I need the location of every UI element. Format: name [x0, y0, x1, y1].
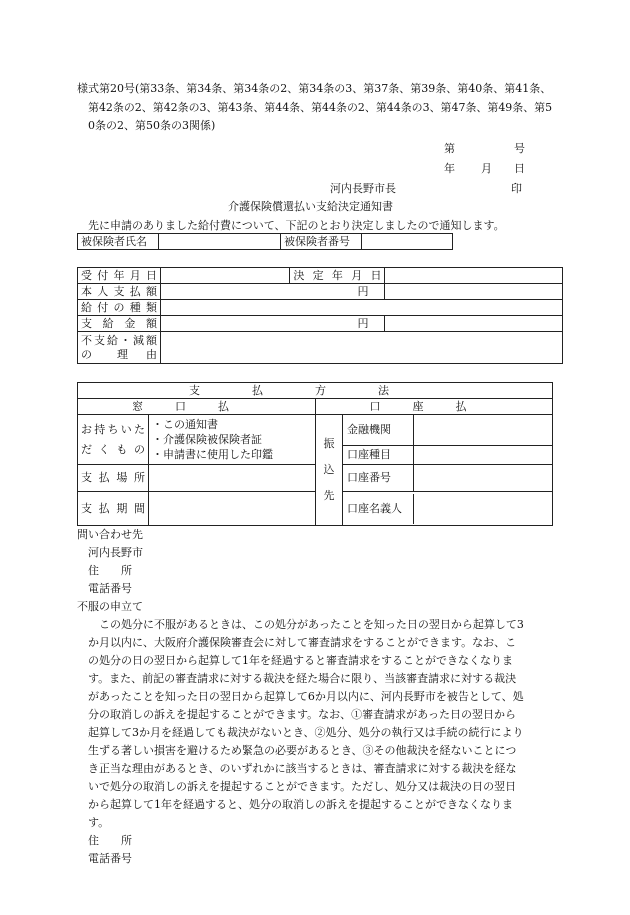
appeal-line: から起算して1年を経過すると、処分の取消しの訴えを提起することができなくなりま	[88, 798, 513, 811]
payment-place-label: 支払場所	[78, 465, 149, 492]
bring-items-label-1: お持ちいた	[81, 422, 145, 436]
reason-value[interactable]	[161, 332, 563, 364]
date-year: 年	[444, 162, 455, 175]
insured-name-value[interactable]	[159, 234, 281, 250]
reason-label-ri: 理	[117, 347, 128, 361]
seal-mark: 印	[511, 182, 522, 195]
account-number-value[interactable]	[414, 465, 552, 491]
bring-items-list	[149, 415, 316, 465]
reason-label-yu: 由	[146, 347, 157, 361]
account-type-value[interactable]	[414, 446, 552, 464]
window-payment-title: 窓口払	[132, 399, 261, 413]
benefit-type-value[interactable]	[161, 300, 563, 316]
appeal-line: いで処分の取消しの訴えを提起することができます。ただし、処分又は裁決の日の翌日	[88, 780, 517, 793]
yen-unit: 円	[357, 316, 369, 330]
payment-method-title: 支払方法	[189, 383, 441, 397]
account-payment-title: 口座払	[369, 399, 499, 413]
appeal-line: の処分の日の翌日から起算して1年を経過すると審査請求をすることができなくなりま	[88, 654, 513, 667]
appeal-line: 分の取消しの訴えを提起することができます。なお、①審査請求があった日の翌日から	[88, 708, 517, 721]
bring-item: ・申請書に使用した印鑑	[152, 448, 273, 461]
bank-label: 金融機関	[343, 415, 414, 445]
issuer-name: 河内長野市長	[330, 182, 396, 195]
bank-row	[343, 415, 553, 446]
contact-city: 河内長野市	[88, 546, 143, 559]
bank-value[interactable]	[414, 415, 552, 445]
payment-amount-value[interactable]	[161, 316, 385, 332]
payment-method-header	[78, 383, 553, 399]
reason-label-line-1: 不支給・減額	[81, 333, 157, 347]
account-holder-label: 口座名義人	[343, 494, 414, 524]
self-pay-value[interactable]	[161, 284, 385, 300]
decision-table	[77, 267, 563, 364]
insured-number-value[interactable]	[362, 234, 453, 250]
date-month: 月	[481, 162, 492, 175]
bring-items-label-2: だくもの	[81, 442, 145, 456]
payment-amount-extra	[385, 316, 563, 332]
appeal-line: か月以内に、大阪府介護保険審査会に対して審査請求をすることができます。なお、こ	[88, 636, 517, 649]
decision-date-label: 決定年月日	[290, 268, 385, 284]
appeal-line: す。また、前記の審査請求に対する裁決を経た場合に限り、当該審査請求に対する裁決	[88, 672, 517, 685]
decision-date-value[interactable]	[385, 268, 563, 284]
appeal-phone-label: 電話番号	[88, 852, 132, 865]
reason-label	[78, 332, 161, 364]
bring-item: ・介護保険被保険者証	[152, 433, 262, 446]
insured-table	[77, 233, 453, 250]
appeal-line: 起算して3か月を経過しても裁決がないとき、②処分、処分の執行又は手続の続行により	[88, 726, 524, 739]
account-holder-value[interactable]	[414, 494, 552, 524]
account-number-label: 口座番号	[343, 465, 414, 491]
account-type-row	[343, 446, 553, 465]
transfer-destination-label	[316, 415, 343, 526]
account-holder-row	[343, 492, 553, 526]
contact-phone-label: 電話番号	[88, 582, 132, 595]
window-payment-header	[78, 399, 316, 415]
form-number-line-3: 0条の2、第50条の3関係)	[88, 119, 216, 132]
document-number-go: 号	[514, 142, 525, 155]
form-number-line-1: 様式第20号(第33条、第34条、第34条の2、第34条の3、第37条、第39条、第40条、第41条、	[77, 82, 552, 95]
payment-amount-label: 支給金額	[78, 316, 161, 332]
insured-name-label: 被保険者氏名	[78, 234, 159, 250]
benefit-type-label: 給付の種類	[78, 300, 161, 316]
contact-address-label: 住 所	[88, 564, 132, 577]
receipt-date-value[interactable]	[161, 268, 290, 284]
appeal-address-label: 住 所	[88, 834, 132, 847]
bring-items-label	[78, 415, 149, 465]
document-number-dai: 第	[444, 142, 455, 155]
account-type-label: 口座種目	[343, 446, 414, 464]
reason-label-no: の	[81, 347, 92, 361]
self-pay-label: 本人支払額	[78, 284, 161, 300]
yen-unit: 円	[357, 284, 369, 298]
payment-method-table	[77, 382, 553, 526]
payment-period-label: 支払期間	[78, 492, 149, 526]
appeal-line: き正当な理由があるとき、のいずれかに該当するときは、審査請求に対する裁決を経な	[88, 762, 517, 775]
transfer-char: 込	[323, 463, 335, 476]
appeal-line: 生ずる著しい損害を避けるため緊急の必要があるとき、③その他裁決を経ないことにつ	[88, 744, 517, 757]
transfer-char: 先	[323, 489, 335, 502]
appeal-heading: 不服の申立て	[77, 600, 143, 613]
account-number-row	[343, 465, 553, 492]
appeal-line: があったことを知った日の翌日から起算して6か月以内に、河内長野市を被告として、処	[88, 690, 524, 703]
self-pay-extra	[385, 284, 563, 300]
date-day: 日	[514, 162, 525, 175]
account-payment-header	[316, 399, 553, 415]
transfer-char: 振	[323, 437, 335, 450]
intro-text: 先に申請のありました給付費について、下記のとおり決定しましたので通知します。	[88, 219, 505, 232]
bring-item: ・この通知書	[152, 418, 218, 431]
appeal-line: この処分に不服があるときは、この処分があったことを知った日の翌日から起算して3	[99, 618, 524, 631]
insured-number-label: 被保険者番号	[281, 234, 362, 250]
receipt-date-label: 受付年月日	[78, 268, 161, 284]
contact-heading: 問い合わせ先	[77, 528, 143, 541]
form-number-line-2: 第42条の2、第42条の3、第43条、第44条、第44条の2、第44条の3、第47条、第49条、第5	[88, 101, 553, 114]
document-title: 介護保険償還払い支給決定通知書	[228, 200, 393, 213]
payment-period-value[interactable]	[149, 492, 316, 526]
payment-place-value[interactable]	[149, 465, 316, 492]
appeal-line: す。	[88, 816, 110, 829]
